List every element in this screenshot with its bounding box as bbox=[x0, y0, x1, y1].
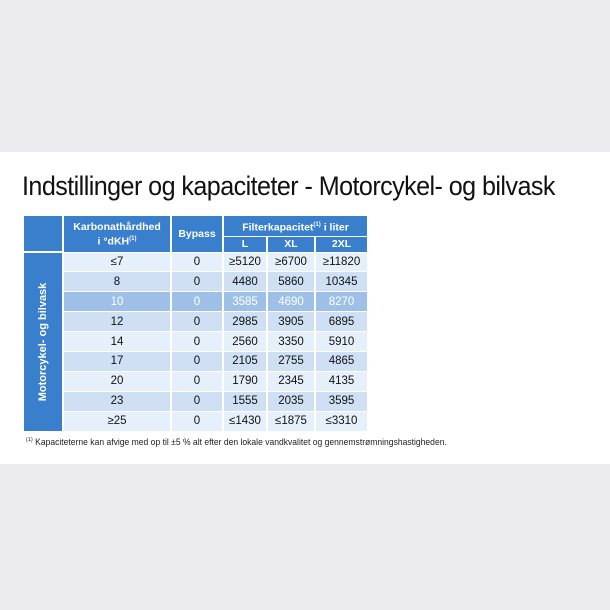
header-filter-capacity bbox=[223, 216, 367, 236]
table-row bbox=[24, 351, 367, 371]
cell-xl: 2755 bbox=[267, 351, 315, 371]
footnote bbox=[26, 437, 550, 447]
cell-bypass: 0 bbox=[171, 351, 223, 371]
side-label: Motorcykel- og bilvask bbox=[37, 282, 49, 402]
cell-xl: 5860 bbox=[267, 272, 315, 292]
cell-2xl: 4135 bbox=[315, 371, 367, 391]
cell-xl: ≥6700 bbox=[267, 252, 315, 272]
page-title: Indstillinger og kapaciteter - Motorcykel- og bilvask bbox=[22, 171, 555, 201]
cell-bypass: 0 bbox=[171, 312, 223, 332]
table-body bbox=[24, 252, 367, 431]
cell-bypass: 0 bbox=[171, 411, 223, 430]
cell-l: 2560 bbox=[223, 332, 267, 352]
capacity-table bbox=[24, 216, 367, 431]
cell-l: ≥5120 bbox=[223, 252, 267, 272]
cell-hardness: 12 bbox=[63, 312, 171, 332]
cell-hardness: 10 bbox=[63, 292, 171, 312]
cell-2xl: ≤3310 bbox=[315, 411, 367, 430]
cell-2xl: ≥11820 bbox=[315, 252, 367, 272]
cell-xl: 2345 bbox=[267, 371, 315, 391]
cell-xl: 4690 bbox=[267, 292, 315, 312]
cell-xl: 2035 bbox=[267, 391, 315, 411]
content-panel bbox=[0, 152, 610, 464]
cell-l: ≤1430 bbox=[223, 411, 267, 430]
header-filter-footnote-mark: (1) bbox=[313, 221, 321, 228]
table-row bbox=[24, 272, 367, 292]
header-size-xl: XL bbox=[267, 236, 315, 252]
cell-2xl: 4865 bbox=[315, 351, 367, 371]
header-bypass: Bypass bbox=[171, 216, 223, 252]
cell-hardness: 14 bbox=[63, 332, 171, 352]
cell-2xl: 6895 bbox=[315, 312, 367, 332]
header-hardness-footnote-mark: (1) bbox=[129, 235, 137, 242]
cell-l: 2105 bbox=[223, 351, 267, 371]
table-row bbox=[24, 332, 367, 352]
footnote-text: Kapaciteterne kan afvige med op til ±5 % alt efter den lokale vandkvalitet og gennemstrømningshastigheden. bbox=[35, 437, 447, 448]
cell-2xl: 3595 bbox=[315, 391, 367, 411]
cell-bypass: 0 bbox=[171, 332, 223, 352]
header-hardness bbox=[63, 216, 171, 252]
cell-2xl: 8270 bbox=[315, 292, 367, 312]
cell-hardness: ≥25 bbox=[63, 411, 171, 430]
table-row bbox=[24, 312, 367, 332]
header-filter-label: Filterkapacitet bbox=[242, 221, 314, 233]
cell-l: 1555 bbox=[223, 391, 267, 411]
cell-hardness: 17 bbox=[63, 351, 171, 371]
cell-hardness: 20 bbox=[63, 371, 171, 391]
cell-l: 4480 bbox=[223, 272, 267, 292]
cell-hardness: 8 bbox=[63, 272, 171, 292]
header-corner bbox=[24, 216, 63, 252]
cell-l: 3585 bbox=[223, 292, 267, 312]
cell-bypass: 0 bbox=[171, 292, 223, 312]
footnote-marker: (1) bbox=[26, 437, 33, 443]
cell-bypass: 0 bbox=[171, 252, 223, 272]
cell-hardness: 23 bbox=[63, 391, 171, 411]
cell-xl: 3350 bbox=[267, 332, 315, 352]
header-size-2xl: 2XL bbox=[315, 236, 367, 252]
side-label-cell bbox=[24, 252, 63, 431]
header-size-l: L bbox=[223, 236, 267, 252]
cell-2xl: 10345 bbox=[315, 272, 367, 292]
cell-hardness: ≤7 bbox=[63, 252, 171, 272]
header-hardness-line2: i °dKH bbox=[97, 235, 130, 247]
header-hardness-line1: Karbonathårdhed bbox=[73, 220, 161, 233]
cell-bypass: 0 bbox=[171, 272, 223, 292]
cell-l: 1790 bbox=[223, 371, 267, 391]
table-row bbox=[24, 252, 367, 272]
table-row-highlighted bbox=[24, 292, 367, 312]
cell-bypass: 0 bbox=[171, 391, 223, 411]
cell-bypass: 0 bbox=[171, 371, 223, 391]
table-row bbox=[24, 391, 367, 411]
table-row bbox=[24, 371, 367, 391]
cell-l: 2985 bbox=[223, 312, 267, 332]
cell-xl: 3905 bbox=[267, 312, 315, 332]
table-row bbox=[24, 411, 367, 430]
header-filter-unit: i liter bbox=[323, 221, 349, 233]
cell-xl: ≤1875 bbox=[267, 411, 315, 430]
cell-2xl: 5910 bbox=[315, 332, 367, 352]
